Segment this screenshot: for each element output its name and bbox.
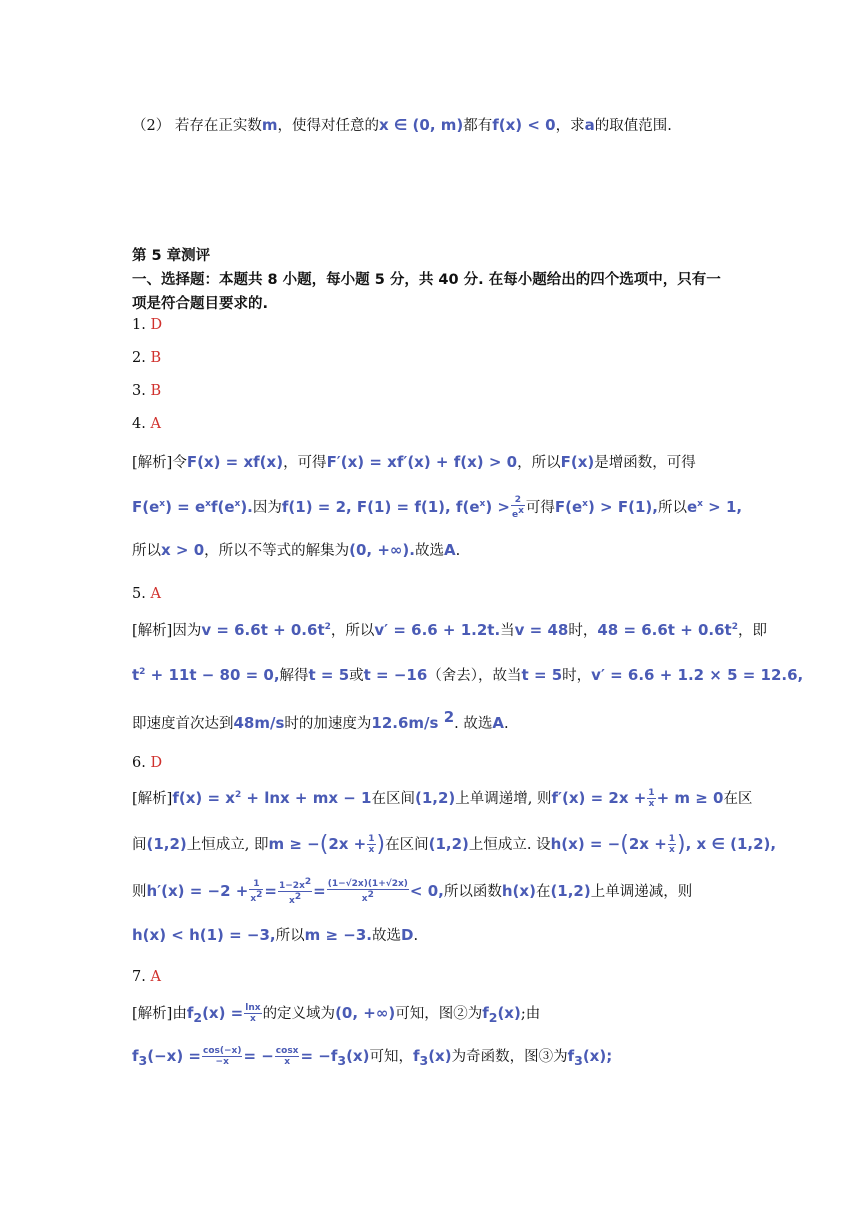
formula-part: =: [264, 882, 277, 900]
text: 的定义域为: [262, 1006, 336, 1022]
formula-part: , x ∈ (1,2),: [685, 835, 777, 853]
solution-6-line-3: [132, 877, 692, 906]
formula-part: f′(x) = 2x +: [551, 789, 647, 807]
subscript: 3: [574, 1053, 583, 1068]
text: 可得: [525, 500, 555, 516]
formula: [186, 1003, 263, 1025]
text: 时的加速度为: [284, 715, 372, 732]
formula: F′(x) = xf′(x) + f(x) > 0: [326, 453, 518, 471]
formula: [567, 1047, 613, 1068]
formula: [597, 621, 738, 639]
solution-5-line-3: [132, 708, 509, 733]
formula: m ≥ −3.: [304, 926, 372, 944]
numerator: 1: [668, 834, 676, 844]
text: 所以函数: [443, 884, 502, 900]
numerator: cos(−x): [202, 1046, 242, 1056]
formula-part: = −: [243, 1047, 274, 1065]
formula: [482, 1004, 521, 1025]
text: ;由: [520, 1006, 541, 1022]
formula: [555, 498, 658, 516]
formula-part: f: [186, 1004, 194, 1022]
formula: (1,2): [550, 882, 591, 900]
formula: F(x) = xf(x): [186, 453, 284, 471]
formula-part: =: [313, 882, 326, 900]
formula: F(x): [560, 453, 595, 471]
formula: [550, 832, 777, 857]
formula-part: f(e: [210, 498, 235, 516]
numerator: 1: [368, 834, 375, 844]
q2-m: m: [261, 116, 278, 134]
text: 在区间: [385, 837, 429, 853]
answer-number: 2.: [132, 350, 146, 366]
formula-part: v = 6.6t + 0.6t: [201, 621, 325, 639]
text: 可知，: [369, 1049, 413, 1065]
formula-part: f: [482, 1004, 489, 1022]
denominator: −x: [215, 1057, 229, 1067]
formula-part: h′(x) = −2 +: [146, 882, 249, 900]
formula-part: (x): [428, 1047, 452, 1065]
formula: v = 48: [514, 621, 569, 639]
text: [解析]因为: [132, 623, 202, 639]
text: ，即: [738, 623, 767, 639]
formula-part: F(e: [554, 498, 583, 516]
superscript: 2: [438, 708, 455, 726]
formula-part: f: [412, 1047, 420, 1065]
answer-number: 5.: [132, 586, 146, 602]
text: 因为: [252, 500, 282, 516]
subscript: 3: [419, 1053, 429, 1068]
text: 上单调递增, 则: [455, 791, 552, 807]
text: ，所以: [517, 455, 561, 471]
text: 上恒成立, 即: [186, 837, 269, 853]
formula: A: [492, 713, 504, 732]
formula: [552, 789, 724, 807]
formula: v′ = 6.6 + 1.2t.: [374, 621, 501, 639]
numerator: [278, 877, 312, 892]
formula-part: (−x) =: [147, 1047, 201, 1065]
denominator-base: x: [361, 894, 368, 904]
text: （舍去），故当: [427, 668, 522, 684]
text: 是增函数，可得: [594, 455, 696, 471]
answer-number: 6.: [132, 755, 146, 771]
text: ，可得: [283, 455, 327, 471]
solution-6-line-2: [132, 832, 776, 857]
formula-part: = −f: [300, 1047, 338, 1065]
formula-part: < 0,: [409, 882, 444, 900]
formula: (1,2): [146, 835, 187, 853]
q2-mid3: ，求: [555, 118, 585, 134]
fraction: [244, 1003, 261, 1024]
fraction: [668, 834, 676, 855]
formula-part: ) > F(1),: [587, 498, 658, 516]
denominator: x: [368, 845, 375, 855]
superscript: 2: [324, 622, 331, 632]
text: 所以: [132, 543, 161, 559]
superscript: x: [159, 499, 166, 509]
numerator: (1−√2x)(1+√2x): [327, 879, 408, 889]
formula: 12.6m/s: [371, 713, 439, 732]
formula-part: + 11t − 80 = 0,: [145, 666, 280, 684]
text: 则: [132, 884, 147, 900]
fraction: [202, 1046, 242, 1067]
text: 或: [349, 668, 364, 684]
superscript: x: [234, 499, 241, 509]
formula-part: f(1) = 2, F(1) = f(1), f(e: [281, 498, 480, 516]
superscript: 2: [294, 892, 302, 902]
solution-4-line-1: [132, 451, 696, 472]
text: 所以: [657, 500, 687, 516]
formula-part: m ≥ −: [268, 835, 320, 853]
text: 解得: [279, 668, 309, 684]
text: 为奇函数，图③为: [451, 1049, 568, 1065]
formula: (1,2): [414, 789, 456, 807]
answer-letter: B: [150, 383, 162, 399]
text: [解析]令: [132, 455, 187, 471]
formula: h(x): [501, 882, 536, 900]
formula: t = 5: [521, 666, 563, 684]
denominator: x: [648, 799, 655, 809]
fraction: [511, 495, 525, 520]
q2-mid: ，使得对任意的: [277, 118, 379, 134]
paren: ): [677, 832, 686, 857]
answer-5: [132, 586, 161, 602]
paren: ): [376, 832, 386, 857]
text: 上恒成立. 设: [468, 837, 551, 853]
formula: [132, 498, 253, 516]
fraction: [647, 788, 655, 809]
formula: v′ = 6.6 + 1.2 × 5 = 12.6,: [591, 666, 804, 684]
denominator-base: e: [511, 510, 519, 520]
solution-6-line-1: [132, 787, 752, 809]
text: 间: [132, 837, 147, 853]
formula-part: h(x) = −: [550, 835, 621, 853]
denominator: [511, 506, 525, 520]
text: 上单调递减，则: [590, 884, 693, 900]
q2-cond: f(x) < 0: [492, 116, 556, 134]
formula: [281, 495, 526, 520]
denominator-base: x: [289, 896, 295, 906]
subscript: 2: [193, 1010, 203, 1025]
text: .: [503, 715, 509, 732]
text: 时，: [562, 668, 592, 684]
answer-letter: A: [150, 416, 161, 432]
denominator: x: [284, 1057, 291, 1067]
formula: D: [400, 926, 414, 944]
formula: t = −16: [363, 666, 428, 684]
text: .: [455, 543, 461, 559]
superscript: 2: [234, 790, 242, 800]
q2-end: 的取值范围.: [594, 118, 672, 134]
formula: [687, 498, 742, 516]
answer-number: 7.: [132, 969, 146, 985]
formula: [146, 877, 444, 906]
answer-3: [132, 383, 161, 399]
denominator: [278, 892, 312, 906]
formula-part: F(e: [132, 498, 160, 516]
section-heading-line2: 项是符合题目要求的.: [132, 296, 269, 312]
subscript: 3: [138, 1053, 148, 1068]
question-2: [132, 114, 672, 135]
formula-part: (x): [497, 1004, 521, 1022]
formula-part: + lnx + mx − 1: [241, 789, 372, 807]
superscript: x: [582, 499, 588, 509]
fraction: [275, 1046, 300, 1067]
answer-4: [132, 416, 161, 432]
subscript: 2: [488, 1010, 498, 1025]
text: 故选: [414, 543, 444, 559]
answer-6: [132, 755, 162, 771]
answer-letter: D: [150, 317, 163, 333]
q2-mid2: 都有: [463, 118, 493, 134]
formula: [268, 832, 386, 857]
text: 当: [500, 623, 515, 639]
text: 所以: [275, 928, 305, 944]
solution-7-line-2: [132, 1045, 612, 1068]
formula-part: f: [132, 1047, 139, 1065]
chapter-title: 第 5 章测评: [132, 248, 211, 264]
superscript: 2: [731, 622, 738, 632]
numerator: 2: [511, 495, 525, 506]
denominator-base: x: [250, 894, 257, 904]
paren: (: [620, 832, 629, 857]
q2-prefix: （2） 若存在正实数: [132, 118, 262, 134]
text: [解析]由: [132, 1006, 187, 1022]
fraction: [367, 834, 375, 855]
denominator: x: [668, 845, 675, 855]
solution-7-line-1: [132, 1002, 540, 1025]
numerator: lnx: [245, 1003, 261, 1013]
fraction: [327, 879, 409, 904]
denominator: [327, 890, 409, 904]
text: 在区: [723, 791, 753, 807]
formula-part: ) >: [485, 498, 510, 516]
formula: t = 5: [308, 666, 350, 684]
numerator-base: 1−2x: [279, 881, 305, 891]
q2-a: a: [584, 116, 595, 134]
formula: [412, 1047, 452, 1068]
superscript: 2: [256, 890, 263, 900]
formula-part: e: [686, 498, 698, 516]
superscript: x: [479, 499, 486, 509]
formula-part: f(x) = x: [172, 789, 235, 807]
formula: x > 0: [161, 541, 205, 559]
text: ，所以: [330, 623, 375, 639]
solution-4-line-2: [132, 495, 742, 520]
formula-part: (x): [346, 1047, 370, 1065]
answer-number: 1.: [132, 317, 146, 333]
solution-4-line-3: [132, 539, 460, 560]
text: 故选: [371, 928, 401, 944]
solution-6-line-4: [132, 924, 418, 945]
text: 在区间: [371, 791, 415, 807]
superscript: 2: [139, 667, 146, 677]
paren: (: [319, 832, 329, 857]
formula-part: 2x +: [328, 835, 367, 853]
numerator: 1: [648, 788, 655, 798]
text: 在: [535, 884, 551, 900]
subscript: 3: [337, 1053, 347, 1068]
formula: (1,2): [428, 835, 469, 853]
superscript: x: [518, 506, 524, 516]
formula: A: [443, 541, 456, 559]
formula: [172, 789, 371, 807]
formula: h(x) < h(1) = −3,: [132, 926, 276, 944]
solution-5-line-2: [132, 664, 803, 685]
formula-part: + m ≥ 0: [656, 789, 724, 807]
formula-part: ).: [240, 498, 253, 516]
superscript: x: [205, 499, 211, 509]
formula: [201, 621, 331, 639]
formula: [132, 1046, 370, 1068]
formula-part: (x) =: [202, 1004, 244, 1022]
text: 即速度首次达到: [132, 715, 234, 732]
answer-number: 4.: [132, 416, 146, 432]
answer-letter: B: [150, 350, 162, 366]
answer-7: [132, 969, 161, 985]
formula-part: 48 = 6.6t + 0.6t: [597, 621, 732, 639]
formula-part: ) = e: [165, 498, 206, 516]
denominator: [249, 890, 263, 904]
formula: (0, +∞).: [349, 541, 415, 559]
text: . 故选: [454, 715, 493, 732]
superscript: x: [697, 499, 703, 509]
text: 时，: [568, 623, 598, 639]
numerator: cosx: [275, 1046, 299, 1056]
fraction: [249, 879, 263, 904]
superscript: 2: [304, 877, 312, 887]
answer-number: 3.: [132, 383, 146, 399]
formula-part: > 1,: [702, 498, 743, 516]
answer-2: [132, 350, 161, 366]
section-heading-line1: 一、选择题：本题共 8 小题，每小题 5 分，共 40 分. 在每小题给出的四个选项中，只有一: [132, 272, 721, 288]
text: ，所以不等式的解集为: [204, 543, 350, 559]
answer-letter: A: [150, 586, 161, 602]
numerator: 1: [249, 879, 263, 890]
text: 可知，图②为: [395, 1006, 483, 1022]
formula: (0, +∞): [335, 1004, 396, 1022]
text: [解析]: [132, 791, 173, 807]
formula-part: f: [567, 1047, 575, 1065]
superscript: 2: [367, 890, 374, 900]
formula-part: 2x +: [628, 835, 667, 853]
formula-part: t: [132, 666, 140, 684]
answer-letter: A: [150, 969, 161, 985]
formula: 48m/s: [233, 713, 285, 732]
formula-part: (x);: [582, 1047, 613, 1065]
answer-letter: D: [150, 755, 163, 771]
text: .: [413, 928, 419, 944]
answer-1: [132, 317, 162, 333]
denominator: x: [250, 1014, 256, 1024]
solution-5-line-1: [132, 619, 767, 640]
formula: [132, 666, 280, 684]
fraction: [278, 877, 312, 906]
q2-set: x ∈ (0, m): [378, 116, 464, 134]
